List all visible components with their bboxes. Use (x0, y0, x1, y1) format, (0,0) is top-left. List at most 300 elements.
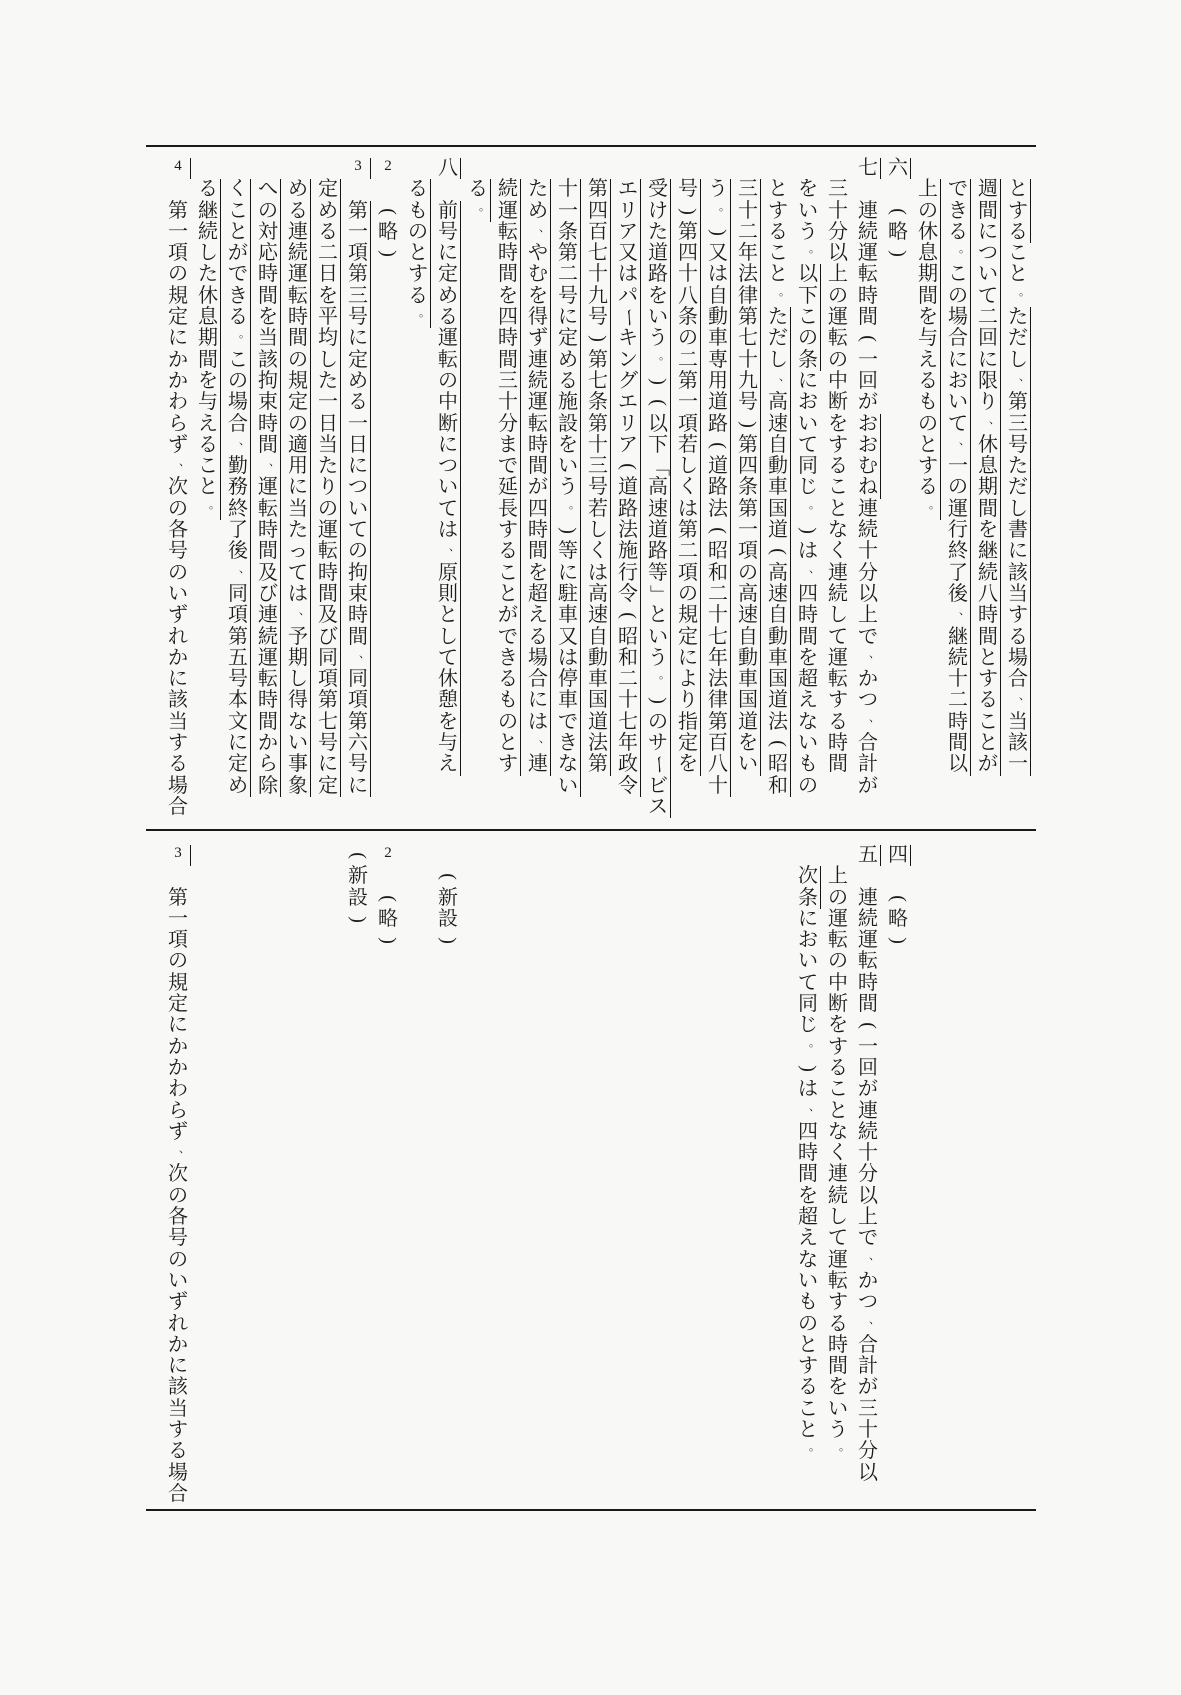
char-cell (436, 690, 461, 711)
char-cell (256, 520, 281, 541)
char-cell (706, 307, 731, 328)
char-cell (226, 541, 251, 562)
glyph: え (528, 604, 548, 627)
char-cell (736, 648, 761, 669)
glyph: 運 (258, 646, 278, 669)
char-cell (676, 328, 701, 349)
glyph: で (858, 625, 878, 648)
glyph: ) (557, 527, 580, 535)
char-cell (1006, 328, 1031, 349)
glyph: が (858, 774, 878, 797)
char-cell (286, 371, 311, 392)
glyph: の (168, 1184, 188, 1207)
glyph: グ (618, 369, 638, 392)
char-cell (286, 733, 311, 754)
char-cell (796, 1250, 820, 1271)
glyph: 同 (798, 455, 818, 478)
char-cell (226, 520, 251, 541)
char-cell (286, 414, 311, 435)
char-cell (796, 328, 821, 349)
char-cell (316, 776, 341, 797)
glyph: 法 (768, 710, 788, 733)
glyph: 、 (959, 434, 970, 447)
char-cell (886, 243, 910, 264)
glyph: し (768, 348, 788, 371)
glyph: 間 (978, 625, 998, 648)
glyph: る (1008, 625, 1028, 648)
glyph: る (318, 220, 338, 243)
glyph: 第 (678, 519, 698, 542)
char-cell (436, 158, 461, 179)
glyph: 該 (168, 1376, 188, 1399)
char-cell (496, 264, 521, 285)
glyph: 中 (828, 971, 848, 994)
char-cell (436, 435, 461, 456)
char-cell (856, 243, 880, 264)
char-cell (646, 371, 671, 392)
char-cell (616, 286, 641, 307)
glyph: 継 (948, 625, 968, 648)
glyph: 運 (858, 929, 878, 952)
glyph: こ (228, 199, 248, 222)
glyph: 、 (809, 562, 820, 575)
glyph: ) (887, 937, 910, 945)
glyph: 勤 (228, 455, 248, 478)
item-8 (403, 158, 463, 826)
char-cell (196, 222, 221, 243)
char-cell (226, 712, 251, 733)
char-cell (676, 307, 701, 328)
paragraph-3-line-2 (316, 179, 340, 797)
item-7-line-6 (706, 179, 730, 797)
char-cell (856, 264, 880, 285)
char-cell (556, 435, 581, 456)
glyph: 項 (168, 242, 188, 265)
char-cell (946, 435, 971, 456)
glyph: し (588, 519, 608, 542)
glyph: 速 (588, 604, 608, 627)
glyph: く (678, 476, 698, 499)
glyph: 断 (828, 391, 848, 414)
glyph: 、 (239, 562, 250, 575)
glyph: 以 (948, 753, 968, 776)
char-cell (256, 477, 281, 498)
glyph: 律 (708, 689, 728, 712)
char-cell (856, 350, 880, 371)
char-cell (166, 435, 190, 456)
char-cell (856, 371, 880, 392)
char-cell (316, 179, 341, 200)
char-cell (826, 456, 850, 477)
glyph: 及 (318, 604, 338, 627)
glyph: リ (618, 199, 638, 222)
char-cell (796, 499, 820, 520)
glyph: 九 (738, 369, 758, 392)
char-cell (676, 733, 701, 754)
char-cell (766, 754, 791, 775)
char-cell (166, 690, 190, 711)
glyph: 条 (678, 306, 698, 329)
glyph: リ (618, 412, 638, 435)
char-cell (916, 222, 941, 243)
char-cell (346, 179, 370, 200)
glyph: 三 (738, 178, 758, 201)
char-cell (916, 264, 941, 285)
glyph: こ (978, 710, 998, 733)
char-cell (826, 179, 850, 200)
char-cell (616, 179, 641, 200)
char-cell (1006, 392, 1031, 413)
glyph: ) (677, 207, 700, 215)
glyph: わ (168, 391, 188, 414)
glyph: 与 (918, 327, 938, 350)
char-cell (946, 328, 971, 349)
char-cell (856, 1335, 880, 1356)
glyph: 合 (858, 1333, 878, 1356)
glyph: 日 (318, 263, 338, 286)
glyph: 続 (978, 561, 998, 584)
glyph: は (528, 710, 548, 733)
glyph: 国 (588, 689, 608, 712)
glyph: 時 (858, 284, 878, 307)
glyph: 三 (498, 369, 518, 392)
glyph: の (828, 886, 848, 909)
char-cell (766, 605, 791, 626)
char-cell (1006, 414, 1031, 435)
glyph: を (828, 412, 848, 435)
char-cell (676, 222, 701, 243)
char-cell (316, 222, 341, 243)
char-cell (166, 951, 190, 972)
char-cell (616, 520, 641, 541)
char-cell (826, 1399, 850, 1420)
char-cell (226, 392, 251, 413)
glyph: な (798, 1248, 818, 1271)
item-6-line-1 (886, 158, 910, 264)
glyph: 束 (258, 391, 278, 414)
glyph: た (288, 519, 308, 542)
glyph: す (768, 199, 788, 222)
char-cell (796, 1186, 820, 1207)
glyph: 車 (588, 668, 608, 691)
glyph: 上 (918, 178, 938, 201)
glyph: 対 (258, 220, 278, 243)
glyph: る (828, 710, 848, 733)
char-cell (166, 541, 190, 562)
char-cell (166, 584, 190, 605)
glyph: 。 (779, 285, 790, 298)
char-cell (886, 222, 910, 243)
char-cell (436, 712, 461, 733)
glyph: ら (168, 1099, 188, 1122)
char-cell (496, 435, 521, 456)
glyph: め (558, 348, 578, 371)
char-cell (676, 648, 701, 669)
char-cell (1006, 243, 1030, 264)
char-cell (376, 158, 400, 179)
glyph: の (678, 582, 698, 605)
glyph: 十 (858, 1142, 878, 1165)
char-cell (1006, 563, 1031, 584)
char-cell (526, 541, 551, 562)
glyph: な (288, 710, 308, 733)
glyph: 道 (738, 710, 758, 733)
char-cell (856, 1037, 880, 1058)
char-cell (646, 690, 671, 711)
char-cell (856, 222, 880, 243)
glyph: の (798, 1312, 818, 1335)
char-cell (796, 1441, 820, 1462)
glyph: 休 (978, 433, 998, 456)
glyph: は (588, 561, 608, 584)
glyph: ー (617, 307, 640, 328)
char-cell (646, 414, 671, 435)
char-cell (856, 286, 880, 307)
paragraph-2-old (373, 845, 403, 1507)
glyph: 動 (768, 625, 788, 648)
char-cell (166, 1356, 190, 1377)
char-cell (796, 222, 820, 243)
glyph: 運 (318, 519, 338, 542)
glyph: 定 (168, 993, 188, 1016)
char-cell (826, 414, 850, 435)
char-cell (946, 222, 971, 243)
char-cell (196, 392, 221, 413)
char-cell (256, 350, 281, 371)
char-cell (166, 1292, 190, 1313)
char-cell (496, 222, 521, 243)
char-cell (586, 477, 611, 498)
glyph: 定 (228, 753, 248, 776)
glyph: サ (648, 732, 668, 755)
glyph: で (228, 263, 248, 286)
glyph: 該 (168, 689, 188, 712)
glyph: る (948, 220, 968, 243)
char-cell (946, 499, 971, 520)
char-cell (616, 328, 641, 349)
char-cell (166, 243, 190, 264)
glyph: 、 (989, 413, 1000, 426)
char-cell (286, 690, 311, 711)
glyph: 略 (888, 220, 908, 243)
char-cell (316, 477, 341, 498)
char-cell (856, 1101, 880, 1122)
glyph: 一 (168, 220, 188, 243)
glyph: エ (618, 391, 638, 414)
char-cell (766, 690, 791, 711)
char-cell (226, 328, 251, 349)
glyph: 和 (768, 774, 788, 797)
glyph: 二 (678, 540, 698, 563)
glyph: 当 (1008, 710, 1028, 733)
char-cell (496, 499, 521, 520)
char-cell (796, 286, 821, 307)
char-cell (646, 754, 671, 775)
glyph: る (528, 625, 548, 648)
char-cell (706, 350, 731, 371)
glyph: ア (618, 220, 638, 243)
glyph: と (498, 582, 518, 605)
char-cell (286, 627, 311, 648)
glyph: め (228, 774, 248, 797)
revised-text-section (148, 158, 1033, 826)
char-cell (316, 350, 341, 371)
char-cell (766, 243, 790, 264)
item-7-line-14 (466, 179, 490, 222)
glyph: 号 (318, 732, 338, 755)
glyph: は (798, 1078, 818, 1101)
char-cell (286, 179, 311, 200)
char-cell (886, 930, 910, 951)
glyph: ) (647, 697, 670, 705)
glyph: 四 (798, 582, 818, 605)
char-cell (526, 627, 551, 648)
glyph: も (498, 689, 518, 712)
char-cell (556, 201, 581, 222)
char-cell (496, 690, 521, 711)
glyph: 一 (348, 220, 368, 243)
char-cell (316, 754, 341, 775)
char-cell (796, 1143, 820, 1164)
glyph: わ (168, 1078, 188, 1101)
char-cell (706, 328, 731, 349)
glyph: の (828, 284, 848, 307)
char-cell (556, 541, 581, 562)
glyph: ン (618, 348, 638, 371)
glyph: 当 (168, 710, 188, 733)
char-cell (856, 1122, 880, 1143)
char-cell (436, 477, 461, 498)
char-cell (256, 499, 281, 520)
char-cell (766, 392, 791, 413)
glyph: 七 (318, 710, 338, 733)
glyph: 以 (798, 263, 818, 286)
char-cell (646, 201, 671, 222)
char-cell (946, 733, 971, 754)
char-cell (226, 350, 251, 371)
glyph: こ (198, 455, 218, 478)
char-cell (586, 328, 611, 349)
char-cell (286, 776, 311, 797)
char-cell (1006, 754, 1031, 775)
char-cell (856, 541, 880, 562)
char-cell (436, 888, 460, 909)
char-cell (346, 371, 371, 392)
char-cell (256, 286, 281, 307)
char-cell (616, 776, 641, 797)
glyph: 場 (948, 306, 968, 329)
char-cell (166, 1015, 190, 1036)
char-cell (856, 605, 880, 626)
glyph: 続 (198, 220, 218, 243)
glyph: 連 (528, 753, 548, 776)
char-cell (826, 909, 850, 930)
glyph: 間 (528, 540, 548, 563)
char-cell (496, 179, 521, 200)
char-cell (1006, 499, 1031, 520)
glyph: 一 (348, 412, 368, 435)
char-cell (346, 456, 371, 477)
glyph: の (498, 710, 518, 733)
glyph: 行 (618, 561, 638, 584)
char-cell (346, 541, 371, 562)
char-cell (676, 179, 701, 200)
char-cell (496, 584, 521, 605)
glyph: を (738, 732, 758, 755)
char-cell (1006, 201, 1031, 222)
char-cell (496, 520, 521, 541)
glyph: 八 (978, 582, 998, 605)
glyph: 定 (678, 625, 698, 648)
char-cell (226, 776, 251, 797)
char-cell (166, 712, 190, 733)
glyph: 車 (768, 476, 788, 499)
glyph: 。 (839, 1441, 850, 1454)
char-cell (916, 499, 941, 520)
char-cell (256, 776, 281, 797)
char-cell (586, 286, 611, 307)
glyph: 回 (858, 1056, 878, 1079)
glyph: 駐 (558, 582, 578, 605)
glyph: 和 (708, 561, 728, 584)
char-cell (916, 307, 941, 328)
char-cell (436, 584, 461, 605)
glyph: 続 (258, 625, 278, 648)
char-cell (346, 264, 371, 285)
char-cell (166, 1377, 190, 1398)
char-cell (166, 1420, 190, 1441)
glyph: し (198, 242, 218, 265)
glyph: 事 (288, 753, 308, 776)
glyph: 上 (858, 1206, 878, 1229)
char-cell (856, 456, 881, 477)
char-cell (616, 733, 641, 754)
glyph: 超 (798, 668, 818, 691)
glyph: ) (437, 937, 460, 945)
glyph: ね (858, 476, 878, 499)
paragraph-3-line-4 (256, 179, 280, 797)
glyph: く (588, 540, 608, 563)
glyph: に (318, 753, 338, 776)
char-cell (826, 1292, 850, 1313)
glyph: 合 (528, 668, 548, 691)
glyph: び (258, 582, 278, 605)
char-cell (646, 222, 671, 243)
glyph: い (558, 774, 578, 797)
glyph: た (768, 306, 788, 329)
char-cell (526, 520, 551, 541)
item-7-line-1 (856, 158, 880, 797)
glyph: 転 (828, 1269, 848, 1292)
glyph: 以 (828, 242, 848, 265)
glyph: ( (707, 442, 730, 449)
char-cell (166, 1335, 190, 1356)
char-cell (406, 222, 431, 243)
glyph: 四 (588, 199, 608, 222)
char-cell (826, 435, 850, 456)
char-cell (856, 1250, 880, 1271)
glyph: 又 (708, 242, 728, 265)
char-cell (616, 392, 641, 413)
glyph: 定 (318, 178, 338, 201)
char-cell (166, 392, 190, 413)
glyph: 二 (678, 348, 698, 371)
glyph: 車 (558, 689, 578, 712)
char-cell (586, 669, 611, 690)
char-cell (166, 1101, 190, 1122)
glyph: て (438, 646, 458, 669)
glyph: 条 (588, 391, 608, 414)
